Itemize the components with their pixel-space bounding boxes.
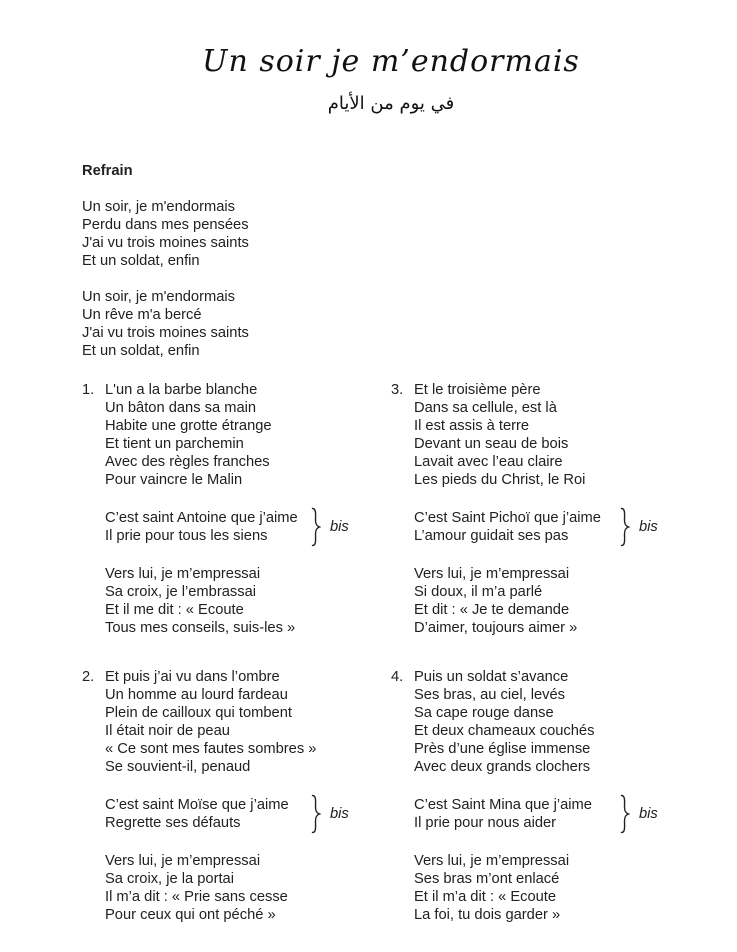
verse-final-stanza	[414, 565, 700, 637]
right-brace-icon	[619, 507, 630, 547]
lyric-line: Avec des règles franches	[105, 454, 270, 470]
verse-number: 3.	[391, 382, 404, 398]
verse-number: 4.	[391, 669, 404, 685]
refrain-stanza-2	[82, 288, 700, 360]
lyric-line: Les pieds du Christ, le Roi	[414, 472, 586, 488]
lyric-line: Et un soldat, enfin	[82, 343, 200, 359]
lyric-line: Vers lui, je m’empressai	[105, 566, 261, 582]
lyric-line: Sa cape rouge danse	[414, 705, 554, 721]
lyric-line: Perdu dans mes pensées	[82, 217, 249, 233]
lyric-line: Habite une grotte étrange	[105, 418, 272, 434]
lyric-line: Ses bras m’ont enlacé	[414, 871, 560, 887]
lyric-line: Avec deux grands clochers	[414, 759, 591, 775]
verse-number: 1.	[82, 382, 95, 398]
lyric-line: Et deux chameaux couchés	[414, 723, 595, 739]
lyric-line: Plein de cailloux qui tombent	[105, 705, 292, 721]
lyric-line: Regrette ses défauts	[105, 815, 241, 831]
lyric-line: Vers lui, je m’empressai	[414, 853, 570, 869]
verse-block	[82, 668, 391, 924]
lyric-line: Vers lui, je m’empressai	[105, 853, 261, 869]
lyric-line: Pour ceux qui ont péché »	[105, 907, 276, 923]
lyric-line: Il prie pour tous les siens	[105, 528, 268, 544]
refrain-section	[82, 162, 700, 360]
song-subtitle-arabic: في يوم من الأيام	[327, 93, 455, 114]
bis-label: bis	[639, 519, 658, 535]
verses-grid	[82, 381, 700, 924]
lyric-line: Sa croix, je la portai	[105, 871, 234, 887]
lyric-line: Un rêve m'a bercé	[82, 307, 202, 323]
bis-couplet	[105, 509, 310, 545]
verse-number: 2.	[82, 669, 95, 685]
lyric-line: Un bâton dans sa main	[105, 400, 257, 416]
lyric-line: Devant un seau de bois	[414, 436, 569, 452]
lyric-line: L'un a la barbe blanche	[105, 382, 258, 398]
lyric-line: Se souvient-il, penaud	[105, 759, 251, 775]
lyric-line: Pour vaincre le Malin	[105, 472, 243, 488]
lyric-line: Un soir, je m'endormais	[82, 199, 235, 215]
lyric-line: Et il me dit : « Ecoute	[105, 602, 244, 618]
bis-row	[414, 794, 700, 834]
bis-label: bis	[639, 806, 658, 822]
refrain-stanza-1	[82, 198, 700, 270]
lyric-line: Et tient un parchemin	[105, 436, 244, 452]
bis-row	[105, 794, 391, 834]
lyric-line: Sa croix, je l’embrassai	[105, 584, 257, 600]
lyric-line: Si doux, il m’a parlé	[414, 584, 543, 600]
lyric-line: C’est Saint Pichoï que j’aime	[414, 510, 601, 526]
lyric-line: Puis un soldat s’avance	[414, 669, 569, 685]
lyric-line: Un soir, je m'endormais	[82, 289, 235, 305]
right-brace-icon	[619, 794, 630, 834]
lyric-line: Près d’une église immense	[414, 741, 591, 757]
lyric-line: Un homme au lourd fardeau	[105, 687, 288, 703]
lyric-line: J'ai vu trois moines saints	[82, 235, 249, 251]
bis-couplet	[414, 796, 619, 832]
bis-row	[105, 507, 391, 547]
lyric-line: Il était noir de peau	[105, 723, 230, 739]
verse-stanza	[414, 381, 700, 489]
lyric-line: Il prie pour nous aider	[414, 815, 557, 831]
lyric-line: Il est assis à terre	[414, 418, 530, 434]
right-brace-icon	[310, 507, 321, 547]
bis-row	[414, 507, 700, 547]
verse-final-stanza	[105, 852, 391, 924]
song-title: Un soir je m’endormais	[202, 44, 580, 79]
verse-body	[414, 381, 700, 637]
verse-stanza	[105, 381, 391, 489]
verse-final-stanza	[105, 565, 391, 637]
lyric-line: Et un soldat, enfin	[82, 253, 200, 269]
verse-body	[105, 668, 391, 924]
lyric-line: L’amour guidait ses pas	[414, 528, 569, 544]
lyric-line: C’est Saint Mina que j’aime	[414, 797, 592, 813]
verse-stanza	[105, 668, 391, 776]
bis-label: bis	[330, 519, 349, 535]
verse-body	[105, 381, 391, 637]
lyric-line: Ses bras, au ciel, levés	[414, 687, 566, 703]
lyric-line: Et dit : « Je te demande	[414, 602, 570, 618]
lyric-line: Et le troisième père	[414, 382, 541, 398]
verse-block	[391, 381, 700, 637]
right-brace-icon	[310, 794, 321, 834]
verse-final-stanza	[414, 852, 700, 924]
lyric-line: « Ce sont mes fautes sombres »	[105, 741, 317, 757]
lyric-line: Lavait avec l’eau claire	[414, 454, 563, 470]
refrain-heading: Refrain	[82, 163, 133, 179]
lyric-line: Dans sa cellule, est là	[414, 400, 557, 416]
lyric-line: La foi, tu dois garder »	[414, 907, 561, 923]
lyric-line: Tous mes conseils, suis-les »	[105, 620, 296, 636]
lyric-line: D’aimer, toujours aimer »	[414, 620, 578, 636]
verse-stanza	[414, 668, 700, 776]
lyric-line: C’est saint Antoine que j’aime	[105, 510, 298, 526]
lyric-line: Et puis j’ai vu dans l’ombre	[105, 669, 280, 685]
verse-block	[391, 668, 700, 924]
verse-body	[414, 668, 700, 924]
lyric-line: C’est saint Moïse que j’aime	[105, 797, 289, 813]
lyric-line: Et il m’a dit : « Ecoute	[414, 889, 557, 905]
verse-block	[82, 381, 391, 637]
bis-couplet	[414, 509, 619, 545]
bis-couplet	[105, 796, 310, 832]
lyric-line: Vers lui, je m’empressai	[414, 566, 570, 582]
bis-label: bis	[330, 806, 349, 822]
document-content	[0, 44, 737, 924]
lyric-line: Il m’a dit : « Prie sans cesse	[105, 889, 288, 905]
lyric-line: J'ai vu trois moines saints	[82, 325, 249, 341]
